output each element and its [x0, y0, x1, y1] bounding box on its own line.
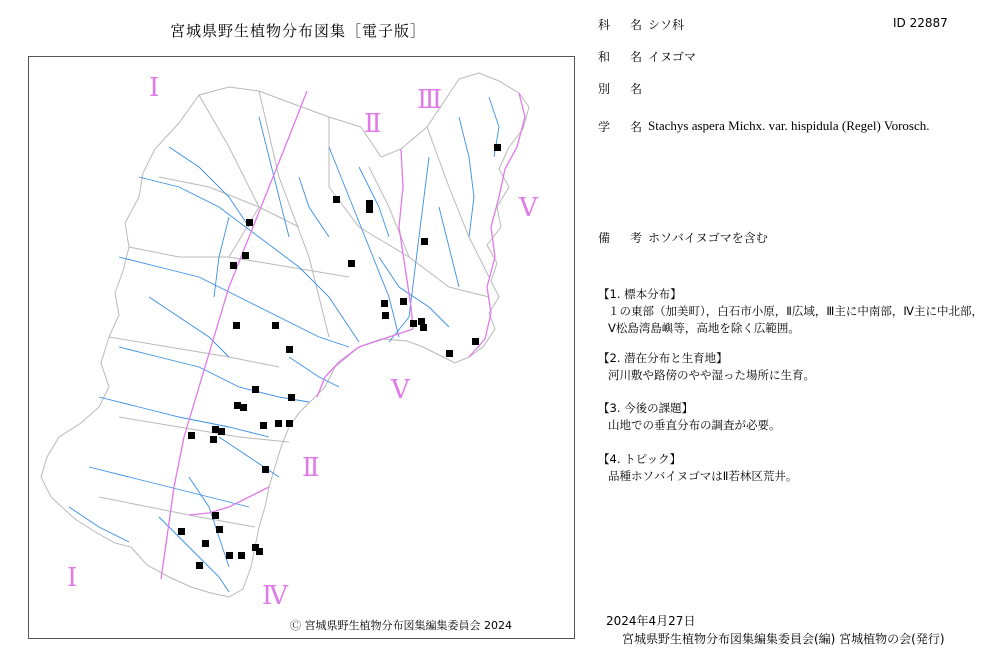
specimen-marker [212, 426, 219, 433]
specimen-marker [418, 318, 425, 325]
specimen-marker [210, 436, 217, 443]
specimen-marker [286, 346, 293, 353]
species-id: ID 22887 [893, 16, 948, 30]
specimen-marker [226, 552, 233, 559]
japanese-name-label: 和 名 [598, 50, 647, 64]
section-body: １の東部（加美町），白石市小原，Ⅱ広域，Ⅲ主に中南部，Ⅳ主に中北部，Ⅴ松島湾島嶼等，高地を除く広範囲。 [608, 304, 983, 335]
specimen-marker [348, 260, 355, 267]
section-specimen-distribution [598, 286, 983, 337]
japanese-name-value: イヌゴマ [648, 50, 697, 64]
family-label: 科 名 [598, 18, 647, 32]
specimen-marker [286, 420, 293, 427]
specimen-marker [410, 320, 417, 327]
specimen-marker [252, 386, 259, 393]
specimen-marker [240, 404, 247, 411]
section-heading: 【3. 今後の課題】 [598, 401, 694, 415]
alias-label: 別 名 [598, 82, 647, 96]
map-frame [28, 56, 575, 639]
region-label-ii-south: Ⅱ [302, 453, 320, 483]
scientific-name-label: 学 名 [598, 120, 647, 134]
japanese-name-row [598, 48, 697, 65]
section-heading: 【2. 潜在分布と生育地】 [598, 351, 728, 365]
specimen-marker [234, 402, 241, 409]
section-body: 品種ホソバイヌゴマはⅡ若林区荒井。 [608, 469, 798, 483]
publication-date: 2024年4月27日 [606, 614, 696, 628]
specimen-marker [212, 512, 219, 519]
specimen-marker [178, 528, 185, 535]
map-copyright: Ⓒ 宮城県野生植物分布図集編集委員会 2024 [290, 619, 512, 632]
region-label-iii: Ⅲ [417, 85, 443, 115]
specimen-marker [256, 548, 263, 555]
publisher-credit: 宮城県野生植物分布図集編集委員会(編) 宮城植物の会(発行) [622, 632, 945, 646]
specimen-marker [230, 262, 237, 269]
family-row [598, 16, 685, 33]
map-title: 宮城県野生植物分布図集［電子版］ [170, 22, 427, 40]
specimen-marker [472, 338, 479, 345]
prefecture-outline [41, 73, 529, 597]
specimen-marker [242, 252, 249, 259]
section-body: 山地での垂直分布の調査が必要。 [608, 418, 781, 432]
region-label-v-bay: Ⅴ [391, 375, 410, 405]
specimen-marker [366, 200, 373, 207]
region-label-v-east: Ⅴ [519, 193, 538, 223]
specimen-marker [420, 324, 427, 331]
specimen-marker [333, 196, 340, 203]
specimen-marker [446, 350, 453, 357]
specimen-marker [196, 562, 203, 569]
specimen-marker [246, 219, 253, 226]
specimen-marker [275, 420, 282, 427]
specimen-marker [272, 322, 279, 329]
distribution-map [29, 57, 574, 638]
region-label-ii-north: Ⅱ [364, 109, 382, 139]
alias-row [598, 80, 648, 97]
specimen-marker [288, 394, 295, 401]
region-label-iv: Ⅳ [262, 581, 288, 611]
section-potential-distribution [598, 350, 983, 384]
section-body: 河川敷や路傍のやや湿った場所に生育。 [608, 368, 815, 382]
specimen-marker [400, 298, 407, 305]
section-heading: 【1. 標本分布】 [598, 287, 682, 301]
specimen-marker [188, 432, 195, 439]
specimen-marker [421, 238, 428, 245]
region-label-i-south: Ⅰ [67, 563, 78, 593]
section-topic [598, 451, 983, 485]
scientific-name-value: Stachys aspera Michx. var. hispidula (Regel) Vorosch. [648, 118, 930, 133]
specimen-marker [494, 144, 501, 151]
specimen-marker [260, 422, 267, 429]
specimen-marker [233, 322, 240, 329]
specimen-marker [216, 526, 223, 533]
remarks-label: 備 考 [598, 231, 647, 245]
remarks-value: ホソバイヌゴマを含む [648, 231, 768, 245]
remarks-row [598, 229, 768, 246]
specimen-marker [238, 552, 245, 559]
scientific-name-row [598, 118, 930, 135]
specimen-marker [366, 206, 373, 213]
region-label-i-north: Ⅰ [149, 73, 160, 103]
family-value: シソ科 [648, 18, 685, 32]
section-heading: 【4. トピック】 [598, 452, 682, 466]
specimen-marker [382, 312, 389, 319]
specimen-marker [262, 466, 269, 473]
specimen-marker [218, 428, 225, 435]
specimen-marker [381, 300, 388, 307]
section-future-tasks [598, 400, 983, 434]
specimen-marker [202, 540, 209, 547]
